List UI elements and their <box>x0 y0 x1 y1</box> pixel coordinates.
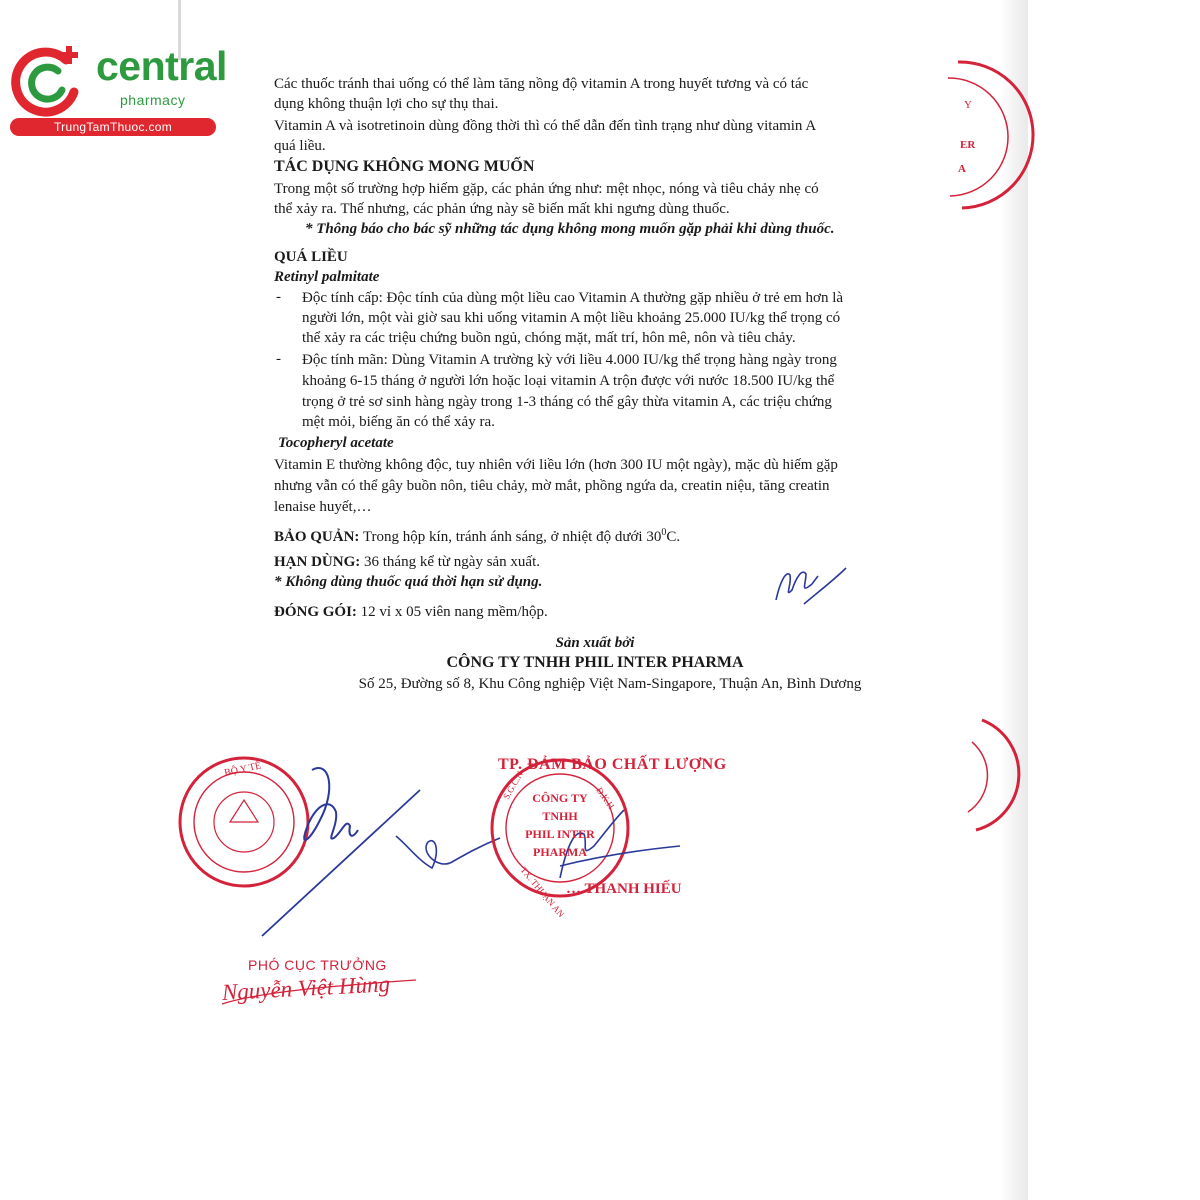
tocopheryl-line-2: nhưng vẫn có thể gây buồn nôn, tiêu chảy, mờ mắt, phồng ngứa da, creatin niệu, tăng creatin <box>274 478 830 494</box>
edge-stamp-top-icon <box>948 62 1033 208</box>
packaging-text: 12 vỉ x 05 viên nang mềm/hộp. <box>360 604 548 620</box>
acute-toxicity-line-3: thể xảy ra các triệu chứng buồn ngủ, chóng mặt, mất trí, hôn mê, nôn và tiêu chảy. <box>302 330 796 346</box>
deputy-director-title: PHÓ CỤC TRƯỞNG <box>248 957 387 973</box>
storage-degree: 0 <box>661 527 667 538</box>
manufacturer-name: CÔNG TY TNHH PHIL INTER PHARMA <box>446 654 744 671</box>
side-effects-heading: TÁC DỤNG KHÔNG MONG MUỐN <box>274 158 535 175</box>
side-effects-notice: * Thông báo cho bác sỹ những tác dụng không mong muốn gặp phải khi dùng thuốc. <box>305 221 835 237</box>
storage-unit: C. <box>666 529 681 545</box>
expiry-warning: * Không dùng thuốc quá thời hạn sử dụng. <box>274 574 543 590</box>
svg-text:A: A <box>958 163 966 175</box>
acute-toxicity-line-2: người lớn, một vài giờ sau khi uống vitamin A một liều khoảng 25.000 IU/kg thể trọng có <box>302 310 841 326</box>
tocopheryl-line-3: lenaise huyết,… <box>274 499 372 515</box>
storage-label: BẢO QUẢN: <box>274 529 360 545</box>
company-seal-line-2: TNHH <box>542 809 578 823</box>
interaction-line-1: Các thuốc tránh thai uống có thể làm tăng nồng độ vitamin A trong huyết tương và có tác <box>274 76 809 92</box>
quality-signer-name: … THANH HIẾU <box>566 881 682 897</box>
interaction-line-3: Vitamin A và isotretinoin dùng đồng thời thì có thể dẫn đến tình trạng như dùng vitamin A <box>274 118 817 134</box>
edge-stamp-bottom-icon <box>968 720 1019 830</box>
deputy-director-name: Nguyễn Việt Hùng <box>221 971 391 1005</box>
tocopheryl-title: Tocopheryl acetate <box>278 435 394 451</box>
svg-text:ER: ER <box>960 139 976 151</box>
side-effects-line-2: thể xảy ra. Thế nhưng, các phản ứng này sẽ biến mất khi ngưng dùng thuốc. <box>274 201 730 217</box>
company-seal-line-1: CÔNG TY <box>532 791 588 805</box>
chronic-toxicity-line-3: trọng ở trẻ sơ sinh hàng ngày trong 1-3 tháng có thể gây thừa vitamin A, các triệu chứng <box>302 394 832 410</box>
director-signature-icon <box>304 768 358 840</box>
svg-text:Y: Y <box>964 99 972 111</box>
expiry-text: 36 tháng kể từ ngày sản xuất. <box>364 554 541 570</box>
svg-text:Đ.K.H: Đ.K.H <box>594 785 617 811</box>
signature-stroke-icon <box>262 790 420 936</box>
logo-sub: pharmacy <box>120 92 186 108</box>
quality-stamp-title: TP. ĐẢM BẢO CHẤT LƯỢNG <box>498 756 727 773</box>
manufacturer-intro: Sản xuất bởi <box>555 635 635 651</box>
tocopheryl-line-1: Vitamin E thường không độc, tuy nhiên với liều lớn (hơn 300 IU một ngày), mặc dù hiếm gặp <box>274 457 838 473</box>
interaction-line-2: dụng không thuận lợi cho sự thụ thai. <box>274 96 499 112</box>
ministry-seal-icon <box>180 758 308 886</box>
middle-signature-icon <box>396 836 500 868</box>
chronic-toxicity-line-1: Độc tính mãn: Dùng Vitamin A trường kỳ với liều 4.000 IU/kg thể trọng hàng ngày trong <box>302 352 837 368</box>
acute-toxicity-line-1: Độc tính cấp: Độc tính của dùng một liều cao Vitamin A thường gặp nhiều ở trẻ em hơn là <box>302 290 844 306</box>
retinyl-title: Retinyl palmitate <box>274 269 380 285</box>
chronic-toxicity-line-2: khoảng 6-15 tháng ở người lớn hoặc loại vitamin A trộn được với nước 18.500 IU/kg thể <box>302 373 835 389</box>
logo-url[interactable]: TrungTamThuoc.com <box>10 118 216 136</box>
company-seal-line-3: PHIL INTER <box>525 827 595 841</box>
approval-initials-icon <box>776 568 846 604</box>
manufacturer-address: Số 25, Đường số 8, Khu Công nghiệp Việt Nam-Singapore, Thuận An, Bình Dương <box>358 676 862 692</box>
svg-text:TX. THUẬN AN: TX. THUẬN AN <box>518 864 567 920</box>
bullet-mark-2: - <box>276 351 281 367</box>
chronic-toxicity-line-4: mệt mỏi, biếng ăn có thể xảy ra. <box>302 414 495 430</box>
interaction-line-4: quá liều. <box>274 138 326 154</box>
packaging-label: ĐÓNG GÓI: <box>274 604 357 620</box>
bullet-mark-1: - <box>276 289 281 305</box>
overdose-heading: QUÁ LIỀU <box>274 249 348 265</box>
expiry-label: HẠN DÙNG: <box>274 554 361 570</box>
side-effects-line-1: Trong một số trường hợp hiếm gặp, các phản ứng như: mệt nhọc, nóng và tiêu chảy nhẹ có <box>274 181 819 197</box>
svg-text:S.G.C.N: S.G.C.N <box>501 769 526 801</box>
storage-text: Trong hộp kín, tránh ánh sáng, ở nhiệt độ dưới 30 <box>362 529 662 545</box>
svg-text:BỘ Y TẾ: BỘ Y TẾ <box>223 760 263 779</box>
company-seal-line-4: PHARMA <box>533 845 587 859</box>
logo-name: central <box>96 43 227 89</box>
